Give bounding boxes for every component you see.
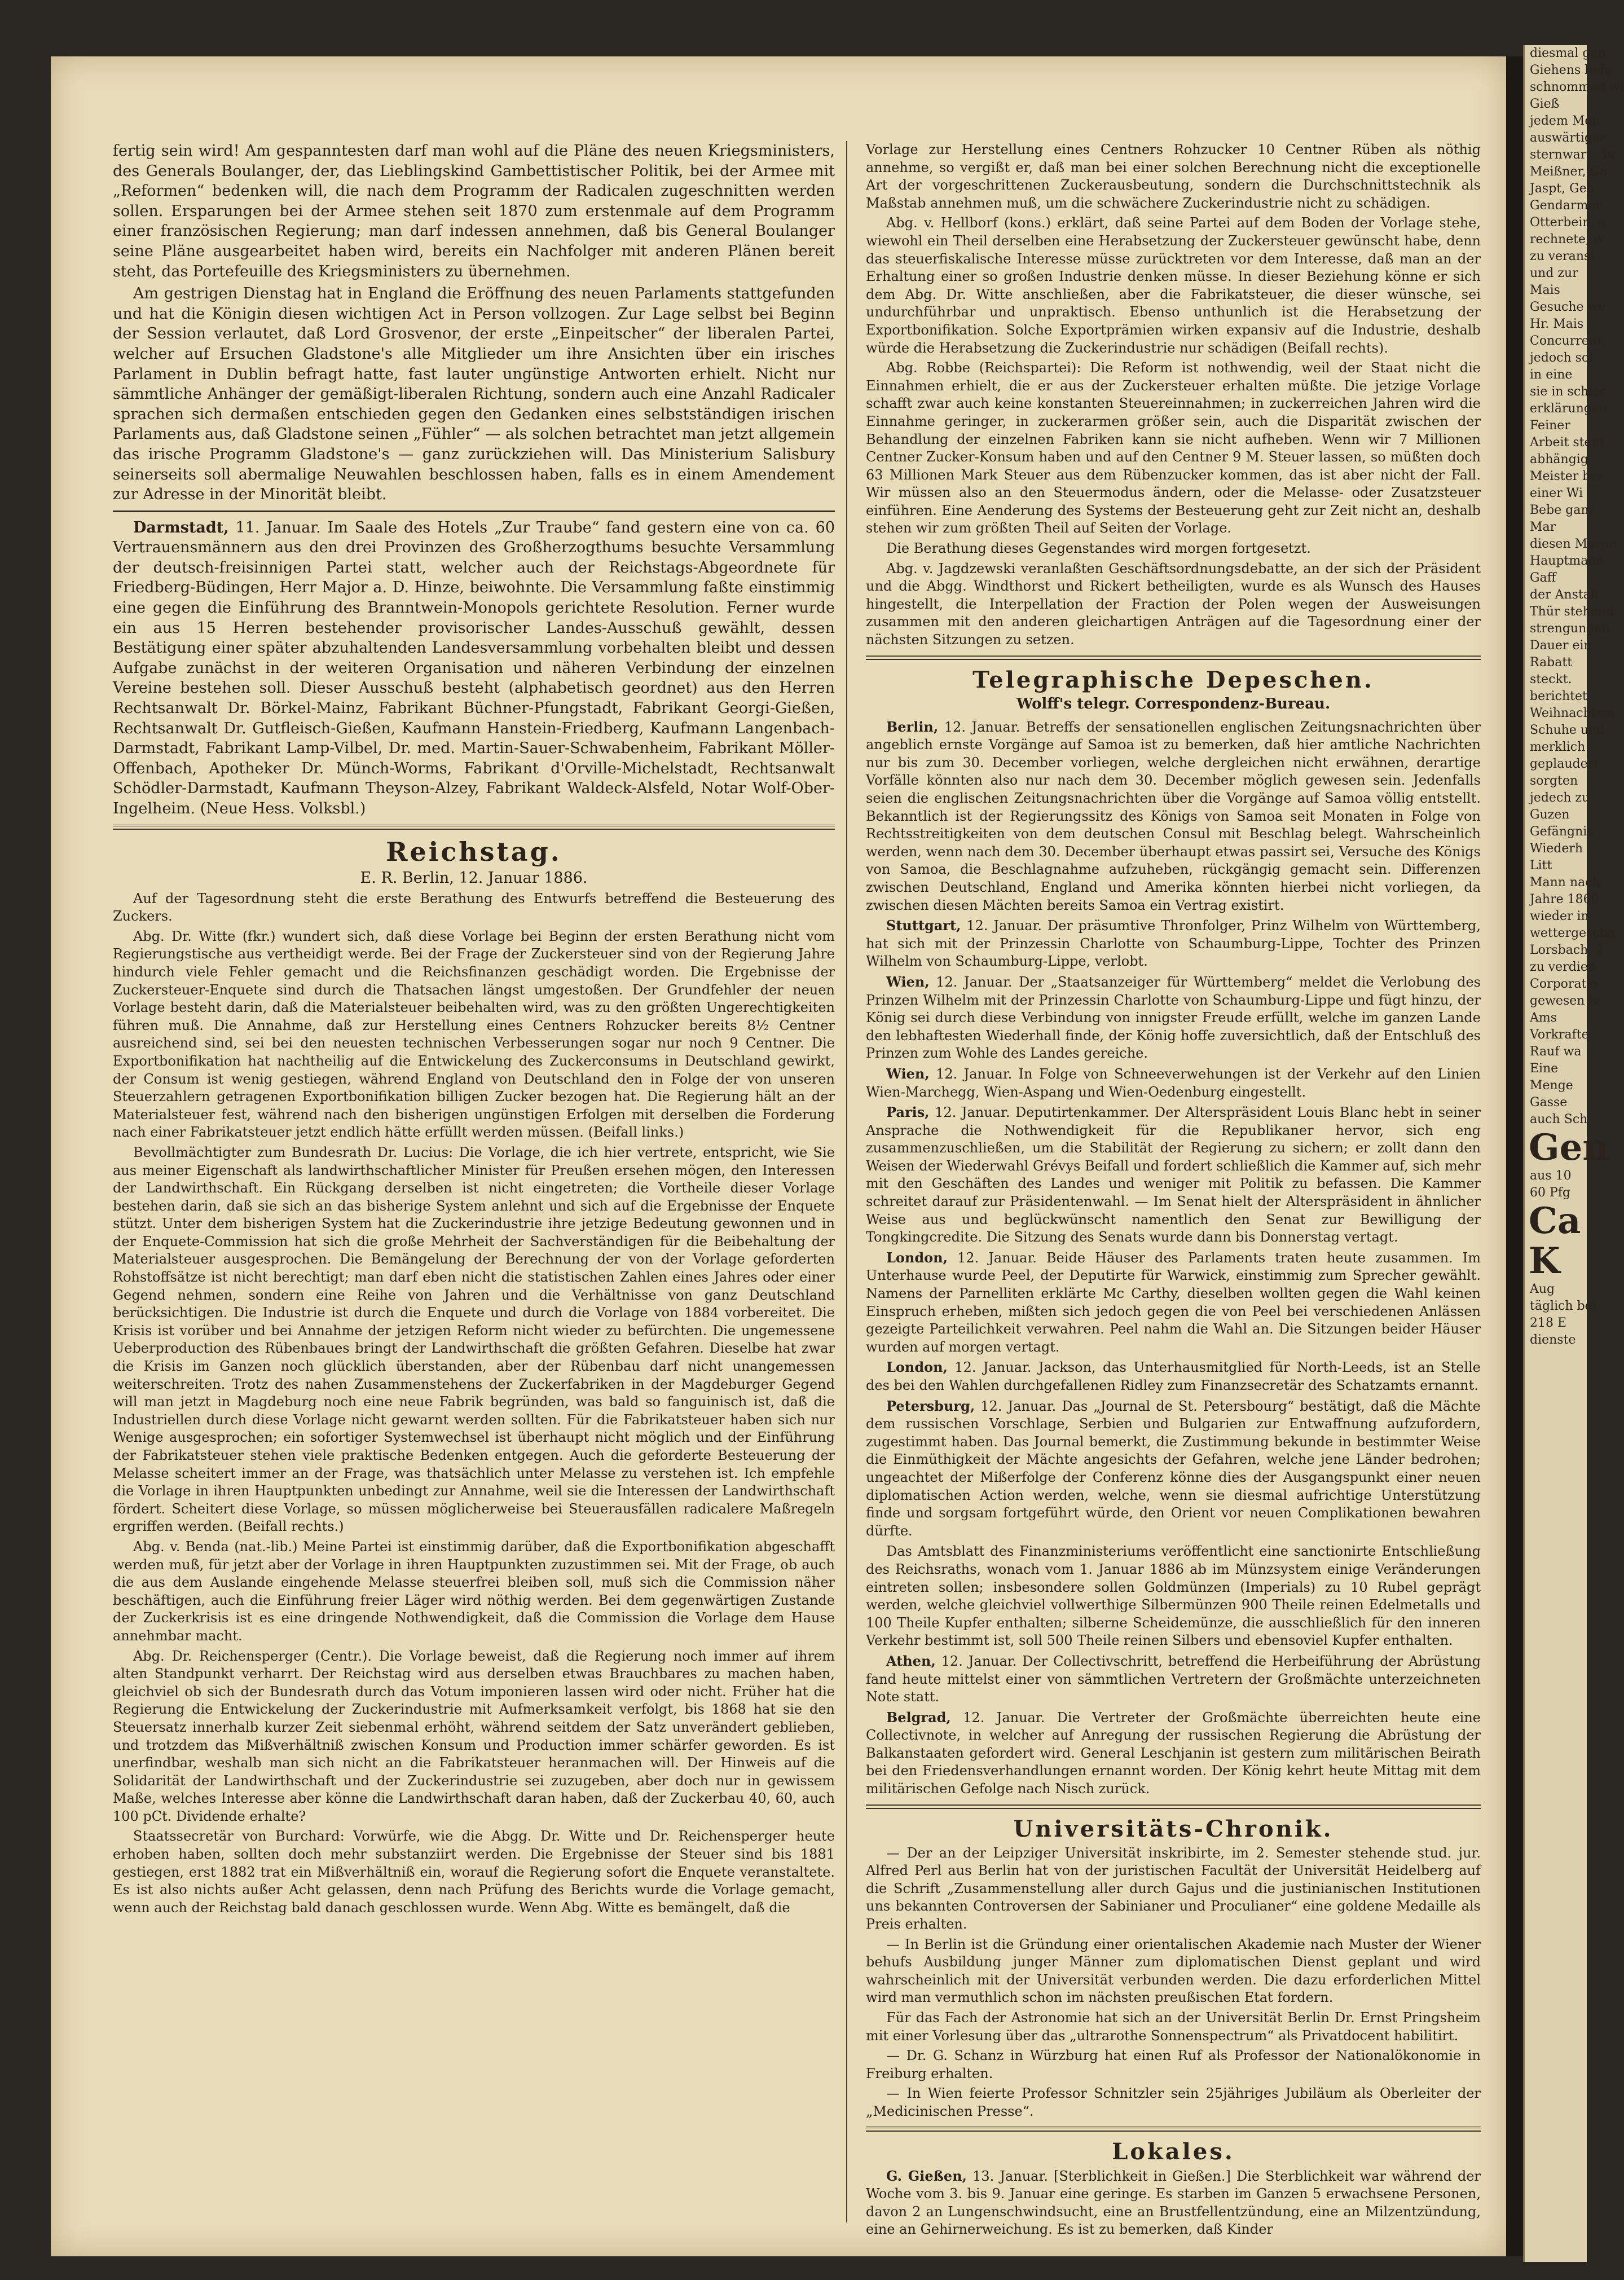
adjacent-page-fragment: jedech zu	[1530, 791, 1590, 805]
adjacent-page-fragment: Jaspt, Geh	[1530, 182, 1595, 196]
telegraph-text: 12. Januar. Das „Journal de St. Petersbourg“ bestätigt, daß die Mächte dem russischen Vorschlage, Serbien und Bulgarien zur Entwaffnung aufzufordern, zugestimmt haben. Das Journal bemerkt, die Zustimmung bekunde in bestimmter Weise die Einmüthigkeit der Mächte angesichts der Gefahren, welche jene Länder bedrohen; ungeachtet der Mißerfolge der Conferenz könne dies der Ausgangspunkt einer neuen diplomatischen Action werden, welche, wenn sie diesmal aufrichtige Unterstützung finde und sorgsam fortgeführt würde, den Orient vor neuen Complikationen bewahren dürfte.	[866, 1398, 1481, 1539]
adjacent-page-fragment: Ca	[1529, 1200, 1581, 1243]
adjacent-page-fragment: Schuhe und	[1530, 723, 1605, 737]
adjacent-page-edge	[1523, 45, 1624, 2262]
section-rule	[113, 825, 835, 830]
telegraph-subtitle: Wolff's telegr. Correspondenz-Bureau.	[1016, 695, 1330, 712]
telegraph-place: Stuttgart,	[886, 917, 961, 934]
telegraph-title: Telegraphische Depeschen.	[972, 666, 1374, 693]
university-item: — In Berlin ist die Gründung einer orientalischen Akademie nach Muster der Wiener behufs Ausbildung junger Männer zum diplomatischen Dienst geplant und wird wahrscheinlich mit der Universität verbunden werden. Die dazu erforderlichen Mittel wird man vermuthlich schon im nächsten preußischen Etat fordern.	[866, 1936, 1481, 2006]
adjacent-page-fragment: Gieß	[1530, 97, 1560, 111]
adjacent-page-fragment: sie in schlec	[1530, 385, 1607, 399]
lokales-text: 13. Januar. [Sterblichkeit in Gießen.] Die Sterblichkeit war während der Woche vom 3. bis 9. Januar eine geringe. Es starben im Ganzen 5 erwachsene Personen, davon 2 an Lungenschwindsucht, eine an Brustfellentzündung, eine an Milzentzündung, eine an Gehirnerweichung. Es ist zu bemerken, daß Kinder	[866, 2168, 1481, 2238]
reichstag-paragraph: Vorlage zur Herstellung eines Centners Rohzucker 10 Centner Rüben als nöthig annehme, so vergißt er, daß man bei einer solchen Berechnung nicht die exceptionelle Art der vorgeschrittenen Zuckerausbeutung, sondern die Durchschnittstechnik als Maßstab annehmen muß, um die schwächere Zuckerindustrie nicht zu schädigen.	[866, 142, 1481, 211]
telegraph-text: 12. Januar. In Folge von Schneeverwehungen ist der Verkehr auf den Linien Wien-Marchegg, Wien-Aspang und Wien-Oedenburg eingestellt.	[866, 1066, 1481, 1100]
lokales-article	[866, 2167, 1481, 2239]
adjacent-page-fragment: Mais	[1530, 283, 1560, 297]
darmstadt-text: 11. Januar. Im Saale des Hotels „Zur Traube“ fand gestern eine von ca. 60 Vertrauensmännern aus den drei Provinzen des Großherzogthums besuchte Versammlung der deutsch-freisinnigen Partei statt, welcher auch der Reichstags-Abgeordnete für Friedberg-Büdingen, Herr Major a. D. Hinze, beiwohnte. Die Versammlung faßte einstimmig eine gegen die Einführung des Branntwein-Monopols gerichtete Resolution. Ferner wurde ein aus 15 Herren bestehender provisorischer Landes-Ausschuß gewählt, dessen Bestätigung einer später abzuhaltenden Landesversammlung vorbehalten bleibt und dessen Aufgabe zunächst in der weiteren Organisation und näheren Verbindung der einzelnen Vereine bestehen soll. Dieser Ausschuß besteht (alphabetisch geordnet) aus den Herren Rechtsanwalt Dr. Börkel-Mainz, Fabrikant Büchner-Pfungstadt, Fabrikant Georgi-Gießen, Rechtsanwalt Dr. Gutfleisch-Gießen, Kaufmann Hanstein-Friedberg, Kaufmann Langenbach-Darmstadt, Fabrikant Lamp-Vilbel, Dr. med. Martin-Sauer-Schwabenheim, Fabrikant Möller-Offenbach, Apotheker Dr. Münch-Worms, Fabrikant d'Orville-Michelstadt, Rechtsanwalt Schödler-Darmstadt, Kaufmann Theyson-Alzey, Fabrikant Waldeck-Alsfeld, Notar Wolf-Ober-Ingelheim. (Neue Hess. Volksbl.)	[113, 518, 835, 817]
right-column	[866, 141, 1481, 2238]
adjacent-page-fragment: Meister bes	[1530, 469, 1604, 483]
adjacent-page-fragment: einer Wi	[1530, 486, 1583, 500]
reichstag-title: Reichstag.	[386, 836, 562, 867]
telegraph-text: Das Amtsblatt des Finanzministeriums veröffentlicht eine sanctionirte Entschließung des Reichsraths, wonach vom 1. Januar 1886 ab im Münzsystem einige Veränderungen eintreten sollen; insbesondere sollen Goldmünzen (Imperials) zu 10 Rubel geprägt werden, welche gleichviel vollwerthige Silbermünzen 900 Theile reinen Edelmetalls und 100 Theile Kupfer enthalten; silberne Scheidemünze, die ausschließlich für den inneren Verkehr bestimmt ist, soll 500 Theile reinen Silbers und ebensoviel Kupfer enthalten.	[866, 1543, 1481, 1649]
adjacent-page-fragment: sternwart, 3u	[1530, 148, 1616, 162]
adjacent-page-fragment: Eine	[1530, 1062, 1559, 1076]
telegraph-place: Paris,	[886, 1104, 930, 1121]
page-gutter	[1506, 56, 1523, 2256]
adjacent-page-fragment: 60 Pfg	[1530, 1186, 1571, 1200]
telegraph-item	[866, 917, 1481, 971]
adjacent-page-fragment: Litt	[1530, 859, 1552, 873]
adjacent-page-fragment: in eine	[1530, 368, 1573, 382]
telegraph-place: Belgrad,	[886, 1709, 951, 1726]
adjacent-page-fragment: Thür stehend	[1530, 605, 1614, 619]
adjacent-page-fragment: Corporatio	[1530, 977, 1598, 991]
adjacent-page-fragment: zu veranst	[1530, 249, 1596, 263]
reichstag-byline: E. R. Berlin, 12. Januar 1886.	[360, 869, 588, 887]
adjacent-page-fragment: Jahre 1860	[1530, 892, 1599, 906]
telegraph-place: Wien,	[886, 1065, 930, 1082]
adjacent-page-fragment: Vorkrafte	[1530, 1028, 1589, 1042]
universitaet-title: Universitäts-Chronik.	[1013, 1815, 1333, 1842]
adjacent-page-fragment: Menge	[1530, 1079, 1573, 1093]
adjacent-page-fragment: dienste	[1530, 1333, 1576, 1348]
adjacent-page-fragment: Mar	[1530, 520, 1556, 534]
adjacent-page-fragment: und zur	[1530, 266, 1578, 280]
adjacent-page-fragment: Dauer ein	[1530, 639, 1592, 653]
adjacent-page-fragment: auswärtiger	[1530, 131, 1606, 145]
adjacent-page-fragment: Arbeit steht	[1530, 435, 1605, 450]
reichstag-paragraph: Abg. v. Jagdzewski veranlaßten Geschäftsordnungsdebatte, an der sich der Präsident und die Abgg. Windthorst und Rickert betheiligten, wurde es als Wunsch des Hauses hingestellt, die Interpellation der Fraction der Polen wegen der Ausweisungen zusammen mit den anderen gleichartigen Anträgen auf die Tagesordnung einer der nächsten Sitzungen zu setzen.	[866, 560, 1481, 648]
adjacent-page-fragment: täglich bei	[1530, 1299, 1596, 1314]
telegraph-item	[866, 1065, 1481, 1101]
adjacent-page-fragment: Rabatt	[1530, 655, 1573, 670]
adjacent-page-fragment: Weihnachtsm	[1530, 706, 1614, 720]
adjacent-page-fragment: Otterbein, a	[1530, 215, 1606, 230]
reichstag-paragraph: Bevollmächtigter zum Bundesrath Dr. Lucius: Die Vorlage, die ich hier vertrete, entspricht, wie Sie aus meiner Eigenschaft als landwirthschaftlicher Minister für Preußen ersehen mögen, den Interessen der Landwirthschaft. Ein Rückgang derselben ist nicht eingetreten; die Vortheile dieser Vorlage bestehen darin, daß sie sich an das bisherige System anlehnt und sich auf die Ergebnisse der Enquete stützt. Unter dem bisherigen System hat die Zuckerindustrie ihre jetzige Bedeutung gewonnen und in der Enquete-Commission hat sich die große Mehrheit der Sachverständigen für die Beibehaltung der Materialsteuer ausgesprochen. Die Bemängelung der Berechnung der von der Vorlage geforderten Rohstoffsätze ist nicht berechtigt; man darf eben nicht die statistischen Zahlen eines Jahres oder einer Gegend nehmen, sondern eine Reihe von Jahren und die Verhältnisse von ganz Deutschland berücksichtigen. Die Industrie ist durch die Enquete und durch die Vorlage von 1884 vorbereitet. Die Krisis ist vorüber und bei Annahme der jetzigen Reform nicht wieder zu befürchten. Die ungemessene Ueberproduction des Rübenbaues bringt der Landwirthschaft die größten Gefahren. Dieselbe hat zwar die Krisis im Ganzen noch glücklich überstanden, aber der Rübenbau darf nicht unangemessen weiterschreiten. Trotz des nahen Zusammenstehens der Zuckerfabriken in der Magdeburger Gegend will man jetzt in Magdeburg noch eine neue Fabrik begründen, was bald so fanguinisch ist, daß die Industriellen durch diese Vorlage nicht gewarnt werden sollten. Für die Fabrikatsteuer haben sich nur Wenige ausgesprochen; ein sofortiger Systemwechsel ist überhaupt nicht möglich und der Einführung der Fabrikatsteuer stehen viele praktische Bedenken entgegen. Auch die geforderte Besteuerung der Melasse scheitert immer an der Frage, was thatsächlich unter Melasse zu verstehen ist. Ich empfehle die Vorlage in ihren Hauptpunkten unbedingt zur Annahme, weil sie die Interessen der Landwirthschaft fördert. Scheitert diese Vorlage, so müssen möglicherweise bei Steuerausfällen radicalere Maßregeln ergriffen werden. (Beifall rechts.)	[113, 1144, 835, 1535]
section-rule	[866, 2127, 1481, 2132]
adjacent-page-fragment: Mann nach	[1530, 875, 1600, 890]
adjacent-page-fragment: Gendarmer	[1530, 199, 1601, 213]
adjacent-page-fragment: berichtet	[1530, 689, 1587, 703]
reichstag-paragraph: Abg. Robbe (Reichspartei): Die Reform ist nothwendig, weil der Staat nicht die Einnahmen erhielt, die er aus der Zuckersteuer erhalten müßte. Die jetzige Vorlage schafft zwar auch keine konstanten Steuereinnahmen; in zuckerreichen Jahren wird die Einnahme geringer, in zuckerarmen größer sein, auch die Disparität zwischen der Behandlung der einzelnen Fabriken kann sie nicht aufheben. Wenn wir 7 Millionen Centner Zucker-Konsum haben und auf den Centner 9 M. Steuer lassen, so müßten doch 63 Millionen Mark Steuer aus dem Rübenzucker kommen, das ist aber nicht der Fall. Wir müssen also an den Steuermodus ändern, oder die Melasse- oder Zusatzsteuer einführen. Eine Aenderung des Systems der Besteuerung geht zur Zeit nicht an, deshalb stehen wir zum größten Theil auf Seiten der Vorlage.	[866, 360, 1481, 536]
section-rule	[113, 510, 835, 512]
telegraph-item	[866, 718, 1481, 915]
adjacent-page-fragment: K	[1529, 1239, 1560, 1282]
adjacent-page-fragment: Rauf wa	[1530, 1045, 1582, 1059]
adjacent-page-fragment: Guzen	[1530, 808, 1570, 822]
telegraph-text: 12. Januar. Beide Häuser des Parlaments traten heute zusammen. Im Unterhause wurde Peel, der Deputirte für Warwick, einstimmig zum Sprecher gewählt. Namens der Parnelliten erklärte Mc Carthy, dieselben wollten gegen die Wahl keinen Einspruch erheben, mißten sich jedoch gegen die von Peel bei verschiedenen Anlässen gezeigte Parteilichkeit verwahren. Peel nahm die Wahl an. Die Sitzungen beider Häuser wurden auf morgen vertagt.	[866, 1249, 1481, 1355]
adjacent-page-fragment: Gesuche we	[1530, 300, 1606, 314]
telegraph-text: 12. Januar. Der präsumtive Thronfolger, Prinz Wilhelm von Württemberg, hat sich mit der Prinzessin Charlotte von Schaumburg-Lippe, Tochter des Prinzen Wilhelm von Schaumburg-Lippe, verlobt.	[866, 918, 1481, 970]
article-paragraph: fertig sein wird! Am gespanntesten darf man wohl auf die Pläne des neuen Kriegsministers, des Generals Boulanger, der, das Lieblingskind Gambettistischer Politik, bei der Armee mit „Reformen“ bedenken will, die nach dem Programm der Radicalen zugeschnitten werden sollen. Ersparungen bei der Armee stehen seit 1870 zum erstenmale auf dem Programm einer französischen Regierung; man darf indessen annehmen, daß bis General Boulanger seine Pläne ausgearbeitet haben wird, bereits ein Nachfolger mit anderen Plänen bereit steht, das Portefeuille des Kriegsministers zu übernehmen.	[113, 142, 835, 280]
telegraph-item	[866, 1103, 1481, 1247]
adjacent-page-fragment: wieder in	[1530, 909, 1589, 923]
adjacent-page-fragment: abhängig	[1530, 452, 1588, 466]
adjacent-page-fragment: Aug	[1530, 1282, 1555, 1297]
telegraph-place: London,	[886, 1359, 948, 1376]
adjacent-page-fragment: diesen Morge	[1530, 537, 1617, 551]
telegraph-text: 12. Januar. Deputirtenkammer. Der Alterspräsident Louis Blanc hebt in seiner Ansprache die Nothwendigkeit für die Republikaner hervor, sich eng zusammenzuschließen, um die Stabilität der Regierung zu sichern; er zollt dann den Weisen der Wiederwahl Grévys Beifall und fordert schließlich die Kammer auf, sich mehr mit den Geschäften des Landes und weniger mit Politik zu befassen. Die Kammer schreitet darauf zur Präsidentenwahl. — Im Senat hielt der Alterspräsident in ähnlicher Weise aus und beglückwünscht namentlich den Senat zur Bewilligung der Tongkingcredite. Die Sitzung des Senats wurde dann bis Donnerstag vertagt.	[866, 1104, 1481, 1245]
reichstag-paragraph: Staatssecretär von Burchard: Vorwürfe, wie die Abgg. Dr. Witte und Dr. Reichensperger heute erhoben haben, sollten doch mehr substanziirt werden. Die Ergebnisse der Steuer sind bis 1881 gestiegen, erst 1882 trat ein Mißverhältniß ein, worauf die Regierung sofort die Enquete veranstaltete. Es ist also nichts außer Acht gelassen, denn nach Prüfung des Berichts wurde die Vorlage gemacht, wenn auch der Reichstag bald danach geschlossen wurde. Wenn Abg. Witte es bemängelt, daß die	[113, 1828, 835, 1916]
telegraph-text: 12. Januar. Betreffs der sensationellen englischen Zeitungsnachrichten über angeblich ernste Vorgänge auf Samoa ist zu bemerken, daß hier amtliche Nachrichten nur bis zum 30. December vorliegen, welche dergleichen nicht erwähnen, derartige Vorfälle könnten also nur nach dem 30. December möglich gewesen sein. Jedenfalls seien die englischen Zeitungsnachrichten über die Vorgänge auf Samoa völlig entstellt. Bekanntlich ist der Regierungssitz des Königs von Samoa seit Monaten in Folge von Rechtsstreitigkeiten von dem deutschen Consul mit Beschlag belegt. Wahrscheinlich werden, wenn nach dem 30. December überhaupt etwas passirt sei, Versuche des Königs von Samoa, die Beschlagnahme aufzuheben, rückgängig gemacht sein. Differenzen zwischen Deutschland, England und Amerika könnten hierbei nicht vorliegen, da zwischen diesen Mächten bereits Samoa ein Vertrag existirt.	[866, 719, 1481, 913]
lokales-dateline: G. Gießen,	[886, 2167, 967, 2184]
adjacent-page-fragment: gewesen fe	[1530, 994, 1601, 1008]
telegraph-place: Athen,	[886, 1652, 936, 1669]
left-column	[113, 141, 835, 2222]
telegraph-place: Berlin,	[886, 718, 939, 735]
adjacent-page-fragment: zu verdien	[1530, 960, 1596, 974]
adjacent-page-fragment: Concurrent,	[1530, 334, 1606, 348]
telegraph-text: 12. Januar. Der Collectivschritt, betreffend die Herbeiführung der Abrüstung fand heute mittelst einer von sämmtlichen Vertretern der Großmächte unterzeichneten Note statt.	[866, 1653, 1481, 1705]
telegraph-item	[866, 973, 1481, 1063]
adjacent-page-fragment: auch Sch	[1530, 1112, 1588, 1126]
telegraph-place: London,	[886, 1249, 948, 1266]
adjacent-page-fragment: erklärungen	[1530, 402, 1608, 416]
adjacent-page-fragment: Ams	[1530, 1011, 1557, 1025]
telegraph-text: 12. Januar. Jackson, das Unterhausmitglied für North-Leeds, ist an Stelle des bei den Wahlen durchgefallenen Ridley zum Finanzsecretär des Schatzamts ernannt.	[866, 1359, 1481, 1393]
reichstag-paragraph: Abg. v. Benda (nat.-lib.) Meine Partei ist einstimmig darüber, daß die Exportbonifikation abgeschafft werden muß, für jetzt aber der Vorlage in ihren Hauptpunkten zuzustimmen sei. Mit der Frage, ob auch die aus dem Auslande eingehende Melasse steuerfrei bleiben soll, muß sich die Commission näher beschäftigen, auch die Einführung freier Läger wird nöthig werden. Bei dem gegenwärtigen Zustande der Zuckerkrisis ist es eine dringende Nothwendigkeit, daß die Commission die Vorlage dem Hause annehmbar macht.	[113, 1538, 835, 1644]
telegraph-item	[866, 1358, 1481, 1394]
university-item: Für das Fach der Astronomie hat sich an der Universität Berlin Dr. Ernst Pringsheim mit einer Vorlesung über das „ultrarothe Sonnenspectrum“ als Privatdocent habilitirt.	[866, 2010, 1481, 2044]
section-rule	[866, 1804, 1481, 1809]
darmstadt-dateline: Darmstadt,	[133, 518, 229, 536]
adjacent-page-fragment: strengungen	[1530, 622, 1610, 636]
darmstadt-article	[113, 518, 835, 819]
telegraph-item	[866, 1542, 1481, 1650]
adjacent-page-fragment: aus 10	[1530, 1169, 1572, 1183]
adjacent-page-fragment: steckt.	[1530, 672, 1572, 686]
reichstag-paragraph: Auf der Tagesordnung steht die erste Berathung des Entwurfs betreffend die Besteuerung des Zuckers.	[113, 890, 835, 925]
reichstag-paragraph: Abg. Dr. Reichensperger (Centr.). Die Vorlage beweist, daß die Regierung noch immer auf ihrem alten Standpunkt verharrt. Der Reichstag wird aus derselben etwas Brauchbares zu machen haben, gleichviel ob sich der Bundesrath durch das Votum imponieren lassen wird oder nicht. Früher hat die Regierung die Entwickelung der Zuckerindustrie mit Aufmerksamkeit verfolgt, bis 1868 hat sie den Steuersatz innerhalb kurzer Zeit siebenmal erhöht, während seitdem der Satz unverändert geblieben, und trotzdem das Mißverhältniß zwischen Konsum und Production immer schärfer geworden. Es ist unerfindbar, weshalb man sich nicht an die Fabrikatsteuer heranmachen will. Der Hinweis auf die Solidarität der Landwirthschaft und der Zuckerindustrie sei zuzugeben, aber doch nur in gewissem Maße, welches Interesse aber könne die Landwirthschaft daran haben, daß der Zuckerbau 40, 60, auch 100 pCt. Dividende erhalte?	[113, 1648, 835, 1824]
adjacent-page-fragment: sorgten	[1530, 774, 1578, 788]
telegraph-item	[866, 1709, 1481, 1798]
reichstag-paragraph: Abg. Dr. Witte (fkr.) wundert sich, daß diese Vorlage bei Beginn der ersten Berathung nicht vom Regierungstische aus vertheidigt werde. Bei der Frage der Zuckersteuer sind von der Regierung Jahre hindurch viele Fehler gemacht und die Reichsfinanzen geschädigt worden. Die Ergebnisse der Zuckersteuer-Enquete sind durch die Thatsachen längst umgestoßen. Der Grundfehler der neuen Vorlage besteht darin, daß die Materialsteuer beibehalten wird, was zu den größten Ungerechtigkeiten führen muß. Die Annahme, daß zur Herstellung eines Centners Rohzucker bereits 8½ Centner ausreichend sind, sei bei den neuesten technischen Verbesserungen sogar nur noch 9 Centner. Die Exportbonifikation hat nachtheilig auf die Entwickelung des Zuckerconsums in Deutschland gewirkt, der Consum ist wenig gestiegen, während England von Deutschland den in Folge der von unseren Steuerzahlern getragenen Exportbonifikation billigen Zucker bezogen hat. Die Regierung hält an der Materialsteuer fest, während nach den bisherigen ungünstigen Erfolgen mit derselben die Forderung nach einer Fabrikatsteuer jetzt endlich hätte erfüllt werden müssen. (Beifall links.)	[113, 928, 835, 1141]
adjacent-page-fragment: Giehens befa	[1530, 63, 1612, 77]
university-item: — Der an der Leipziger Universität inskribirte, im 2. Semester stehende stud. jur. Alfred Perl aus Berlin hat von der juristischen Facultät der Universität Heidelberg auf die Schrift „Zusammenstellung aller durch Gajus und die justinianischen Institutionen uns bekannten Controversen der Sabinianer und Proculianer“ eine goldene Medaille als Preis erhalten.	[866, 1845, 1481, 1933]
adjacent-page-fragment: Gaff	[1530, 571, 1556, 585]
adjacent-page-fragment: jedoch sol	[1530, 351, 1594, 365]
university-item: — In Wien feierte Professor Schnitzler sein 25jähriges Jubiläum als Oberleiter der „Medicinischen Presse“.	[866, 2085, 1481, 2119]
adjacent-page-fragment: schnommen wi	[1530, 80, 1624, 94]
adjacent-page-fragment: Feiner	[1530, 419, 1570, 433]
telegraph-item	[866, 1397, 1481, 1540]
adjacent-page-fragment: Wiederh	[1530, 842, 1583, 856]
reichstag-paragraph: Die Berathung dieses Gegenstandes wird morgen fortgesetzt.	[886, 540, 1311, 557]
reichstag-paragraph: Abg. v. Hellborf (kons.) erklärt, daß seine Partei auf dem Boden der Vorlage stehe, wiewohl ein Theil derselben eine Herabsetzung der Zuckersteuer gewünscht habe, denn das steuerfiskalische Interesse müsse zurücktreten vor dem Interesse, daß man an der Erhaltung einer so großen Industrie denken müsse. In dieser Beziehung könne er sich dem Abg. Dr. Witte anschließen, aber die Fabrikatsteuer, die dieser wünsche, sei undurchführbar und unpraktisch. Ebenso unthunlich ist die Herabsetzung der Exportbonifikation. Solche Exportprämien wirken expansiv auf die Industrie, deshalb würde die Herabsetzung die Zuckerindustrie nur schädigen (Beifall rechts).	[866, 215, 1481, 356]
telegraph-item	[866, 1249, 1481, 1357]
adjacent-page-fragment: der Anstalt	[1530, 588, 1600, 602]
adjacent-page-fragment: wettergeschä	[1530, 926, 1616, 940]
adjacent-page-fragment: jedem Mon	[1530, 114, 1600, 128]
adjacent-page-fragment: Bebe ganz	[1530, 503, 1596, 517]
telegraph-place: Petersburg,	[886, 1397, 975, 1414]
telegraph-item	[866, 1652, 1481, 1706]
adjacent-page-fragment: diesmal gan	[1530, 46, 1606, 60]
telegraph-place: Wien,	[886, 973, 930, 990]
adjacent-page-fragment: Meißner, Ga	[1530, 165, 1608, 179]
adjacent-page-fragment: Hauptmann	[1530, 554, 1604, 568]
adjacent-page-fragment: Hr. Mais	[1530, 317, 1584, 331]
university-item: — Dr. G. Schanz in Würzburg hat einen Ruf als Professor der Nationalökonomie in Freiburg erhalten.	[866, 2048, 1481, 2081]
adjacent-page-fragment: Gefängnis	[1530, 825, 1594, 839]
lokales-title: Lokales.	[1112, 2138, 1235, 2165]
adjacent-page-fragment: merklich	[1530, 740, 1586, 754]
adjacent-page-fragment: rechnete, w	[1530, 232, 1604, 247]
adjacent-page-fragment: Lorsbach, 2	[1530, 943, 1604, 957]
adjacent-page-fragment: Gasse	[1530, 1095, 1568, 1110]
article-paragraph: Am gestrigen Dienstag hat in England die Eröffnung des neuen Parlaments stattgefunden und hat die Königin diesen wichtigen Act in Person vollzogen. Zur Lage selbst bei Beginn der Session verlautet, daß Lord Grosvenor, der erste „Einpeitscher“ der liberalen Partei, welcher auf Ersuchen Gladstone's alle Mitglieder um ihre Ansichten über ein irisches Parlament in Dublin befragt hatte, fast lauter ungünstige Antworten erhielt. Nicht nur sämmtliche Anhänger der gemäßigt-liberalen Richtung, sondern auch eine Anzahl Radicaler sprachen sich dermaßen entschieden gegen den Gedanken eines selbstständigen irischen Parlaments aus, daß Gladstone seinen „Fühler“ — als solchen betrachtet man jetzt allgemein das irische Programm Gladstone's — ganz zurückziehen will. Das Ministerium Salisbury seinerseits soll abermalige Neuwahlen beschlossen haben, falls es in einem Amendement zur Adresse in der Minorität bleibt.	[113, 285, 835, 504]
telegraph-text: 12. Januar. Der „Staatsanzeiger für Württemberg“ meldet die Verlobung des Prinzen Wilhelm mit der Prinzessin Charlotte von Schaumburg-Lippe und fügt hinzu, der König sei durch diese Verbindung von innigster Freude erfüllt, welche im ganzen Lande den lebhaftesten Wiederhall finde, der König hoffe zuversichtlich, daß der Entschluß des Prinzen zum Wohle des Landes gereiche.	[866, 974, 1481, 1062]
section-rule	[866, 655, 1481, 660]
telegraph-text: 12. Januar. Die Vertreter der Großmächte überreichten heute eine Collectivnote, in welcher auf Anregung der russischen Regierung die Abrüstung der Balkanstaaten gefordert wird. General Leschjanin ist gestern zum militärischen Beirath bei den Friedensverhandlungen ernannt worden. Der König kehrt heute Mittag mit dem militärischen Gefolge nach Nisch zurück.	[866, 1709, 1481, 1797]
adjacent-page-fragment: 218 E	[1530, 1316, 1567, 1331]
page-edge-line	[1523, 45, 1525, 2262]
newspaper-page	[51, 56, 1506, 2256]
adjacent-page-fragment: geplaudert	[1530, 757, 1599, 771]
adjacent-page-fragment: Gen	[1529, 1126, 1609, 1169]
column-divider	[846, 141, 847, 2222]
